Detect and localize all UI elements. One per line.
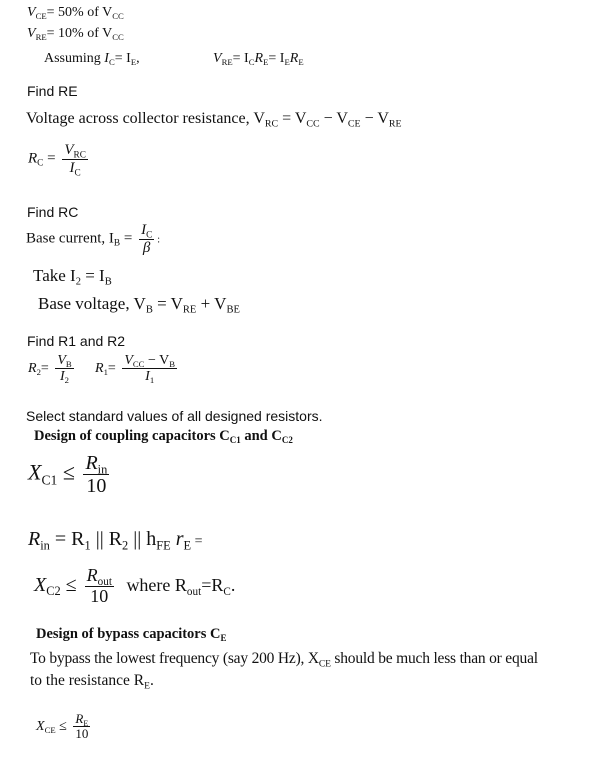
- xc1-num-sub: in: [97, 462, 108, 477]
- ib-num-sub: C: [146, 230, 153, 241]
- vrc-sub: RC: [264, 118, 279, 130]
- xc2-lhs: X: [34, 573, 47, 596]
- r1-num-minus-sub: B: [169, 359, 176, 370]
- xc2-den: 10: [90, 585, 109, 606]
- vrc-eq-sub: CC: [306, 118, 320, 130]
- xce-num-r: R: [75, 711, 84, 726]
- ib-eq: =: [120, 230, 133, 247]
- xc2-lhs-sub: C2: [46, 584, 61, 599]
- assuming-line: [44, 51, 140, 67]
- r2-lhs-sub: 2: [36, 367, 41, 378]
- assuming-ic: I: [104, 51, 109, 66]
- ib-sub: B: [113, 238, 121, 249]
- r2-num: [55, 353, 73, 369]
- rc-den-sub: C: [74, 167, 81, 178]
- rc-lhs-sub: C: [37, 158, 44, 169]
- vb-eq-sub: RE: [182, 304, 197, 316]
- xc1-num: [83, 452, 109, 475]
- assuming-ic-sub: C: [108, 57, 115, 68]
- vce-rest-sub: CC: [112, 11, 124, 22]
- vre-rest-sub: CC: [112, 32, 124, 43]
- xce-formula: [36, 712, 93, 742]
- xc1-lhs-sub: C1: [41, 472, 58, 488]
- rin-lhs: R: [28, 528, 41, 550]
- bypass-paragraph-line-2: [30, 672, 154, 690]
- coupling-sub1: C1: [229, 435, 241, 446]
- coupling-text: Design of coupling capacitors C: [34, 428, 230, 444]
- rc-num-v: V: [64, 142, 74, 158]
- xc2-where-end: .: [230, 574, 236, 595]
- vre-eq-re-sub: E: [263, 57, 269, 68]
- r1-num-v: V: [124, 353, 133, 368]
- r2-eq: =: [40, 361, 49, 377]
- vb-plus: + V: [196, 294, 227, 313]
- vre-eq-ic-sub: C: [248, 57, 255, 68]
- heading-find-rc: Find RC: [27, 204, 79, 220]
- vce-sub: CE: [35, 11, 47, 22]
- xc1-num-r: R: [85, 452, 98, 474]
- bypass-paragraph-line-1: [30, 650, 538, 668]
- xc2-fraction: [85, 566, 114, 607]
- r2-lhs: R: [28, 361, 37, 377]
- r1-den-sub: 1: [149, 375, 155, 386]
- xc2-where-sub: out: [186, 585, 202, 598]
- xc1-rel: ≤: [62, 459, 75, 485]
- vrc-m1-sub: CE: [347, 118, 361, 130]
- vre-eq-re2: R: [289, 51, 299, 66]
- r1-den: [122, 369, 177, 384]
- xc2-rel: ≤: [65, 573, 77, 596]
- vrc-text: Voltage across collector resistance, V: [26, 110, 265, 127]
- rc-formula: [28, 142, 91, 176]
- rc-den-i: I: [69, 159, 75, 176]
- xc1-lhs: X: [28, 459, 42, 485]
- r2-den-sub: 2: [64, 375, 69, 386]
- xce-num-sub: E: [83, 718, 89, 728]
- rc-den: [62, 160, 88, 177]
- bypass-p1-b: should be much less than or equal: [330, 650, 538, 667]
- r1-num-minus: − V: [144, 353, 170, 368]
- assuming-ie: = I: [114, 51, 131, 66]
- vre-eq-ic: = I: [232, 51, 249, 66]
- select-standard-values: Select standard values of all designed resistors.: [26, 408, 323, 424]
- assuming-ie-sub: E: [130, 57, 137, 68]
- take-line: [33, 266, 112, 286]
- vre-eq-ie: = I: [268, 51, 285, 66]
- rc-num-sub: RC: [73, 150, 86, 161]
- assuming-word: Assuming: [44, 51, 101, 66]
- vb-plus-sub: BE: [226, 304, 240, 316]
- bypass-p1-a: To bypass the lowest frequency (say 200 Hz), X: [30, 650, 319, 667]
- rin-p2-sub: FE: [156, 538, 171, 553]
- heading-bypass-capacitors: [36, 626, 226, 643]
- r2-formula: [28, 353, 77, 385]
- heading-find-re: Find RE: [27, 83, 78, 99]
- vre-equation: [213, 51, 304, 67]
- rin-p1-sub: 2: [122, 538, 129, 553]
- r1-lhs: R: [95, 361, 104, 377]
- xc1-den: 10: [86, 475, 107, 497]
- vrc-m2: − V: [360, 110, 389, 127]
- vre-eq-re: R: [254, 51, 264, 66]
- rin-lhs-sub: in: [40, 538, 50, 553]
- ib-num-i: I: [141, 222, 147, 238]
- assuming-sep: ,: [136, 51, 140, 66]
- heading-coupling-capacitors: [34, 428, 293, 445]
- base-current-line: [26, 222, 160, 256]
- heading-find-r1-r2: Find R1 and R2: [27, 333, 126, 349]
- xc2-num-sub: out: [97, 575, 112, 588]
- xce-num: [73, 712, 90, 727]
- rc-num: [62, 142, 88, 160]
- r2-num-sub: B: [65, 359, 72, 370]
- bypass-p2-sub: E: [144, 680, 150, 692]
- vrc-m1: − V: [319, 110, 348, 127]
- r1-fraction: [122, 353, 177, 385]
- take-eq: = I: [80, 266, 105, 285]
- r1-num-sub: CC: [132, 359, 145, 370]
- rin-tail: =: [191, 534, 203, 549]
- bypass-p2-a: to the resistance R: [30, 672, 145, 689]
- bypass-p2-b: .: [149, 672, 154, 689]
- bypass-sub: E: [220, 633, 227, 644]
- r1-eq: =: [107, 361, 116, 377]
- xc1-formula: [28, 452, 112, 497]
- xce-lhs: X: [36, 719, 45, 735]
- vre-rest: = 10% of V: [46, 26, 113, 41]
- rin-formula: [28, 528, 203, 551]
- r1-num: [122, 353, 177, 369]
- rin-eq: = R: [49, 528, 85, 550]
- rc-eq: =: [47, 150, 56, 167]
- take-eq-sub: B: [104, 276, 112, 288]
- r2-num-v: V: [57, 353, 66, 368]
- xc2-num: [85, 566, 114, 587]
- vce-line: [27, 5, 124, 21]
- rin-p1: || R: [90, 528, 123, 550]
- rc-fraction: [62, 142, 88, 176]
- ib-den-beta: β: [142, 239, 151, 256]
- coupling-mid: and C: [240, 428, 282, 444]
- vrc-m2-sub: RE: [388, 118, 402, 130]
- vre-eq-ie-sub: E: [284, 57, 290, 68]
- vre-eq-re2-sub: E: [298, 57, 304, 68]
- ib-fraction: [139, 222, 154, 256]
- take-text: Take I: [33, 266, 76, 285]
- vb-sub: B: [145, 304, 153, 316]
- xce-den: 10: [75, 726, 89, 742]
- vre-eq-v-sub: RE: [221, 57, 233, 68]
- xce-fraction: [73, 712, 90, 742]
- xc2-where-eq-sub: C: [223, 585, 231, 598]
- vre-line: [27, 26, 124, 42]
- bypass-text: Design of bypass capacitors C: [36, 626, 221, 642]
- ib-num: [139, 222, 154, 240]
- vb-text: Base voltage, V: [38, 294, 146, 313]
- r1-lhs-sub: 1: [103, 367, 108, 378]
- coupling-sub2: C2: [281, 435, 293, 446]
- ib-text: Base current, I: [26, 230, 114, 247]
- vrc-line: [26, 110, 402, 128]
- vrc-eq: = V: [278, 110, 307, 127]
- r2-den: [55, 369, 73, 384]
- ib-den: [139, 240, 154, 257]
- rin-p3: r: [170, 528, 184, 550]
- rin-eq-sub: 1: [84, 538, 91, 553]
- vre-eq-v: V: [213, 51, 222, 66]
- vce-symbol: V: [27, 5, 36, 20]
- rc-lhs: R: [28, 150, 38, 167]
- xc2-where-eq: =R: [201, 574, 224, 595]
- xc2-where: [122, 574, 236, 598]
- xce-lhs-sub: CE: [44, 725, 56, 736]
- r2-den-i: I: [59, 369, 65, 385]
- xc2-where-text: where R: [126, 574, 187, 595]
- xc2-num-r: R: [86, 565, 98, 585]
- vre-sub: RE: [35, 32, 47, 43]
- xc2-formula: [34, 566, 235, 607]
- r2-fraction: [55, 353, 73, 385]
- bypass-p1-sub: CE: [318, 658, 331, 670]
- vce-rest: = 50% of V: [46, 5, 113, 20]
- r1-formula: [95, 353, 180, 385]
- base-voltage-line: [38, 294, 240, 314]
- ib-tail: :: [157, 234, 161, 246]
- xce-rel: ≤: [59, 719, 67, 735]
- take-sub: 2: [75, 276, 81, 288]
- rin-p2: || h: [128, 528, 157, 550]
- xc1-fraction: [83, 452, 109, 497]
- vb-eq: = V: [152, 294, 183, 313]
- vre-symbol: V: [27, 26, 36, 41]
- rin-p3-sub: E: [183, 538, 192, 553]
- r1-den-i: I: [145, 369, 150, 385]
